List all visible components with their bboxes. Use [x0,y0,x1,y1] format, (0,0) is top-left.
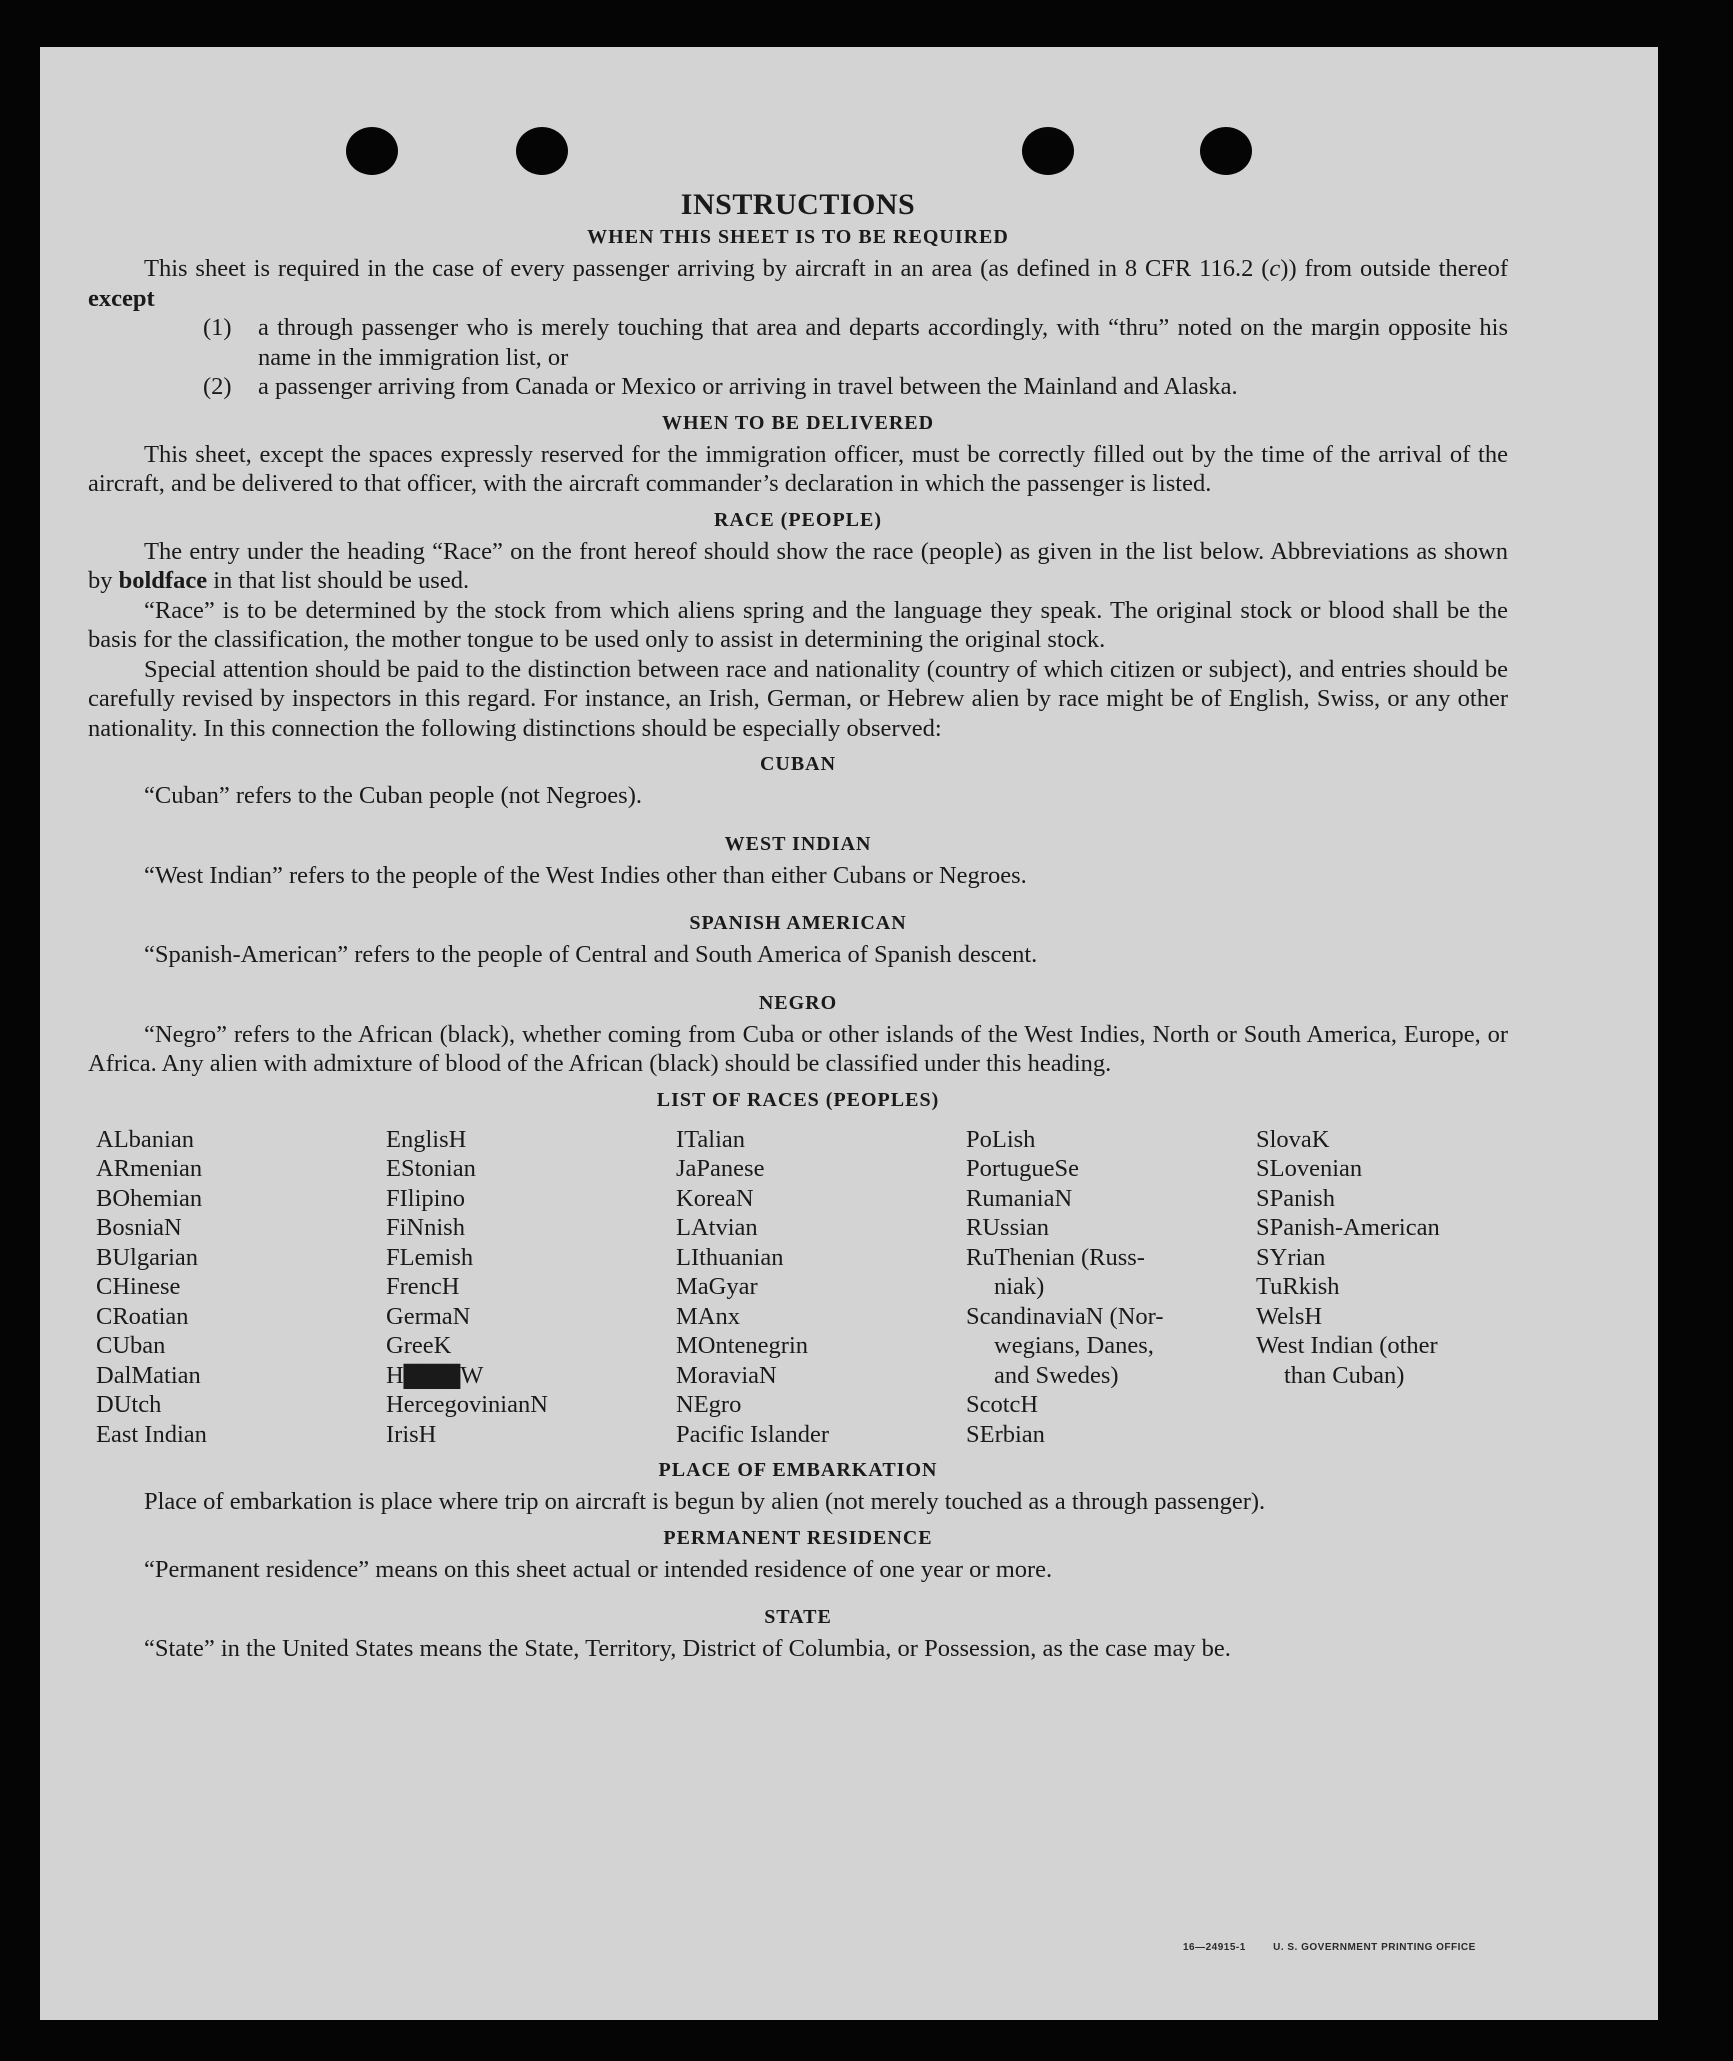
race-entry: CUban [96,1332,166,1359]
race-column [676,1125,966,1450]
race-entry: FIlipino [386,1184,465,1212]
race-entry: RUssian [966,1214,1050,1241]
race-entry: NEgro [676,1391,742,1418]
race-entry: and Swedes) [994,1361,1119,1389]
race-column [96,1125,386,1450]
spanish-american-text: “Spanish-American” refers to the people of Central and South America of Spanish descent. [144,941,1038,968]
race-column [386,1125,676,1450]
heading-negro: NEGRO [758,991,838,1014]
race-entry: LIthuanian [676,1243,784,1271]
race-entry: ARmenian [96,1155,203,1182]
race-entry: MoraviaN [676,1361,777,1389]
race-entry: RumaniaN [966,1184,1073,1212]
heading-embarkation: PLACE OF EMBARKATION [658,1459,938,1481]
race-entry-redacted: H▇▇▇W [386,1361,484,1389]
negro-text: “Negro” refers to the African (black), whether coming from Cuba or other islands of the West Indies, North or South America, Europe, or Africa. Any alien with admixture of blood of the African (black) should be classified under this heading. [88,1020,1508,1077]
punch-hole [346,127,398,175]
race-entry: KoreaN [676,1184,754,1212]
race-paragraph-1: The entry under the heading “Race” on the front hereof should show the race (people) as given in the list below. Abbreviations as shown by boldface in that list should be used. [88,537,1508,594]
race-entry: DUtch [96,1391,162,1418]
race-entry: FiNnish [386,1214,465,1241]
race-entry: MAnx [676,1302,740,1330]
race-entry: WelsH [1256,1302,1323,1330]
race-entry: EStonian [386,1155,476,1182]
race-entry: PoLish [966,1125,1036,1153]
heading-list-of-races: LIST OF RACES (PEOPLES) [656,1088,940,1111]
race-entry: SlovaK [1256,1125,1330,1153]
heading-race: RACE (PEOPLE) [714,508,882,531]
race-entry: LAtvian [676,1214,758,1241]
race-entry: GreeK [386,1332,452,1359]
race-entry: MOntenegrin [676,1332,808,1359]
heading-cuban: CUBAN [759,753,837,775]
form-number: 16—24915-1 [1183,1942,1246,1953]
except-emphasis: except [88,284,155,312]
exception-item: (2) a passenger arriving from Canada or Mexico or arriving in travel between the Mainland and Alaska. [203,373,1238,400]
residence-text: “Permanent residence” means on this sheet actual or intended residence of one year or more. [144,1555,1053,1583]
race-entry: IrisH [386,1420,437,1448]
exception-item: (1) a through passenger who is merely touching that area and departs accordingly, with “thru” noted on the margin opposite his name in the immigration list, or [203,314,1508,371]
race-entry: wegians, Danes, [994,1332,1154,1359]
race-list [96,1125,1508,1450]
race-entry: SLovenian [1256,1155,1363,1182]
instructions-body [88,180,1508,1664]
race-entry: Pacific Islander [676,1420,830,1448]
race-entry: East Indian [96,1420,207,1448]
race-entry: CHinese [96,1273,181,1300]
race-paragraph-2: “Race” is to be determined by the stock from which aliens spring and the language they speak. The original stock or blood shall be the basis for the classification, the mother tongue to be used only to assist in determining the original stock. [88,596,1508,653]
race-entry: DalMatian [96,1361,201,1389]
race-entry: BUlgarian [96,1243,199,1271]
printer-imprint: U. S. GOVERNMENT PRINTING OFFICE [1273,1942,1476,1953]
heading-when-delivered: WHEN TO BE DELIVERED [661,411,935,434]
heading-state: STATE [764,1606,832,1628]
state-text: “State” in the United States means the State, Territory, District of Columbia, or Possession, as the case may be. [144,1635,1231,1662]
race-entry: GermaN [386,1302,471,1330]
when-delivered-text: This sheet, except the spaces expressly reserved for the immigration officer, must be correctly filled out by the time of the arrival of the aircraft, and be delivered to that officer, with the aircraft commander’s declaration in which the passenger is listed. [88,440,1508,497]
race-entry: than Cuban) [1284,1361,1405,1389]
race-entry: ScandinaviaN (Nor- [966,1302,1164,1330]
race-entry: HercegovinianN [386,1391,548,1418]
race-paragraph-3: Special attention should be paid to the distinction between race and nationality (country of which citizen or subject), and entries should be carefully revised by inspectors in this regard. For instance, an Irish, German, or Hebrew alien by race might be of English, Swiss, or any other nationality. In this connection the following distinctions should be especially observed: [88,655,1508,742]
race-entry: JaPanese [676,1155,765,1182]
west-indian-text: “West Indian” refers to the people of the West Indies other than either Cubans or Negroes. [144,861,1027,889]
race-entry: BOhemian [96,1184,203,1212]
footer [1183,1942,1500,1953]
page-title: INSTRUCTIONS [680,188,916,221]
race-entry: BosniaN [96,1214,182,1241]
punch-hole [1022,127,1074,175]
race-entry: TuRkish [1256,1273,1340,1300]
heading-residence: PERMANENT RESIDENCE [663,1526,933,1549]
race-entry: ALbanian [96,1125,194,1153]
race-entry: MaGyar [676,1273,758,1300]
race-column [966,1125,1256,1450]
punch-hole [1200,127,1252,175]
race-entry: RuThenian (Russ- [966,1243,1145,1271]
cuban-text: “Cuban” refers to the Cuban people (not Negroes). [144,782,642,809]
race-entry: FLemish [386,1243,474,1271]
race-entry: PortugueSe [966,1155,1079,1182]
heading-spanish-american: SPANISH AMERICAN [689,912,907,934]
race-entry: SPanish-American [1256,1214,1440,1241]
race-entry: FrencH [386,1273,460,1300]
race-entry: SYrian [1256,1243,1326,1271]
race-entry: CRoatian [96,1302,189,1330]
heading-west-indian: WEST INDIAN [724,832,872,855]
race-entry: EnglisH [386,1125,467,1153]
race-entry: West Indian (other [1256,1332,1438,1359]
when-required-intro: This sheet is required in the case of every passenger arriving by aircraft in an area (as defined in 8 CFR 116.2 (c)) from outside thereof except [88,255,1508,312]
heading-when-required: WHEN THIS SHEET IS TO BE REQUIRED [587,226,1009,248]
race-column [1256,1125,1546,1450]
race-entry: SPanish [1256,1184,1335,1212]
embarkation-text: Place of embarkation is place where trip on aircraft is begun by alien (not merely touched as a through passenger). [144,1488,1266,1515]
race-entry: SErbian [966,1420,1045,1448]
punch-hole [516,127,568,175]
race-entry: niak) [994,1273,1045,1300]
race-entry: ScotcH [966,1391,1039,1418]
race-entry: ITalian [676,1125,746,1153]
